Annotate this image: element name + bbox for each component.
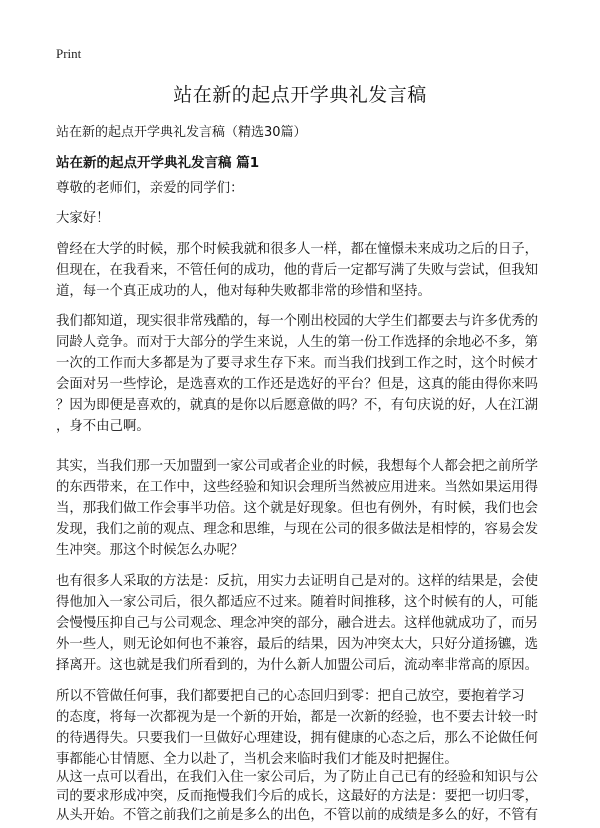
paragraph-line: ？因为即便是喜欢的，就真的是你以后愿意做的吗？不，有句庆说的好，人在江湖 xyxy=(56,398,539,413)
paragraph-line: 的态度，将每一次都视为是一个新的开始，都是一次新的经验，也不要去计较一时 xyxy=(56,710,539,725)
paragraph-line: 会面对另一些悖论，是选喜欢的工作还是选好的平台？但是，这真的能由得你来吗 xyxy=(56,377,539,392)
paragraph-line: 当，那我们做工作会事半功倍。这个就是好现象。但也有例外，有时候，我们也会 xyxy=(56,501,539,516)
section-heading: 站在新的起点开学典礼发言稿 篇1 xyxy=(56,155,260,171)
paragraph-line: 我们都知道，现实很非常残酷的，每一个刚出校园的大学生们都要去与许多优秀的 xyxy=(56,314,539,329)
paragraph-line: 曾经在大学的时候，那个时候我就和很多人一样，都在憧憬未来成功之后的日子， xyxy=(56,242,539,257)
paragraph-line: 发现，我们之前的观点、理念和思维，与现在公司的很多做法是相悖的，容易会发 xyxy=(56,522,539,537)
paragraph-line: 同龄人竞争。而对于大部分的学生来说，人生的第一份工作选择的余地必不多，第 xyxy=(56,335,539,350)
paragraph-line: 得他加入一家公司后，很久都适应不过来。随着时间推移，这个时候有的人，可能 xyxy=(56,595,539,610)
paragraph-line: 外一些人，则无论如何也不兼容，最后的结果，因为冲突太大，只好分道扬镳，选 xyxy=(56,637,539,652)
document-subtitle: 站在新的起点开学典礼发言稿（精选30篇） xyxy=(56,125,307,140)
document-title: 站在新的起点开学典礼发言稿 xyxy=(173,84,427,106)
paragraph-line: 司的要求形成冲突，反而拖慢我们今后的成长，这最好的方法是：要把一切归零， xyxy=(56,789,539,804)
paragraph-line: 道，每一个真正成功的人，他对每种失败都非常的珍惜和坚持。 xyxy=(56,284,431,299)
paragraph-line: 一次的工作而大多都是为了要寻求生存下来。而当我们找到工作之时，这个时候才 xyxy=(56,356,539,371)
paragraph-line: 也有很多人采取的方法是：反抗，用实力去证明自己是对的。这样的结果是，会使 xyxy=(56,574,539,589)
paragraph-line: 会慢慢压抑自己与公司观念、理念冲突的部分，融合进去。这样他就成功了，而另 xyxy=(56,616,539,631)
paragraph-line: 事都能心甘情愿、全力以赴了，当机会来临时我们才能及时把握住。 xyxy=(56,752,458,767)
paragraph-line: 择离开。这也就是我们所看到的，为什么新人加盟公司后，流动率非常高的原因。 xyxy=(56,658,539,673)
paragraph-line: 从这一点可以看出，在我们入住一家公司后，为了防止自己已有的经验和知识与公 xyxy=(56,770,539,785)
greeting-line: 尊敬的老师们，亲爱的同学们： xyxy=(56,181,244,196)
print-label: Print xyxy=(56,46,82,61)
paragraph-line: 生冲突。那这个时候怎么办呢？ xyxy=(56,543,244,558)
paragraph-line: 其实，当我们那一天加盟到一家公司或者企业的时候，我想每个人都会把之前所学 xyxy=(56,459,539,474)
paragraph-line: 的待遇得失。只要我们一旦做好心理建设，拥有健康的心态之后，那么不论做任何 xyxy=(56,731,539,746)
paragraph-line: 的东西带来，在工作中，这些经验和知识会理所当然被应用进来。当然如果运用得 xyxy=(56,480,539,495)
paragraph-line: 从头开始。不管之前我们之前是多么的出色，不管以前的成绩是多么的好，不管有 xyxy=(56,808,539,823)
paragraph-line: 但现在，在我看来，不管任何的成功，他的背后一定都写满了失败与尝试，但我知 xyxy=(56,263,539,278)
paragraph-line: 所以不管做任何事，我们都要把自己的心态回归到零：把自己放空，要抱着学习 xyxy=(56,689,525,704)
hello-line: 大家好！ xyxy=(56,211,110,226)
paragraph-line: ，身不由己啊。 xyxy=(56,419,150,434)
